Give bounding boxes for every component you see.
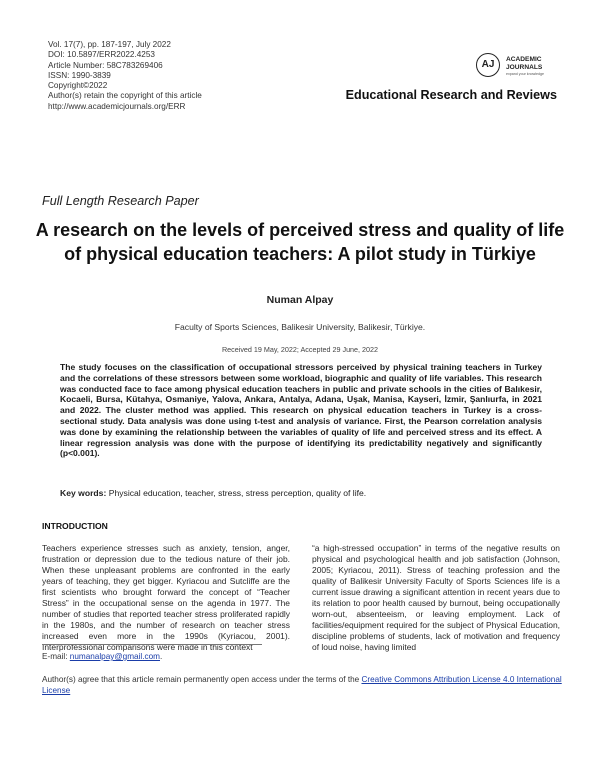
received-dates: Received 19 May, 2022; Accepted 29 June, 2022	[221, 345, 379, 354]
license-notice	[42, 674, 564, 696]
issn-line: ISSN: 1990-3839	[48, 70, 111, 80]
paper-title: A research on the levels of perceived stress and quality of life of physical education teachers: A pilot study in Türkiye	[35, 220, 565, 264]
email-link[interactable]: numanalpay@gmail.com	[69, 652, 160, 661]
academic-journals-logo	[476, 53, 566, 81]
rights-line: Author(s) retain the copyright of this article	[48, 91, 202, 101]
footnote-divider	[42, 644, 262, 645]
aj-logo-icon: AJ	[476, 53, 500, 77]
corresponding-email	[42, 652, 162, 661]
article-metadata	[48, 40, 202, 112]
doi-line: DOI: 10.5897/ERR2022.4253	[48, 50, 155, 60]
license-link[interactable]: Creative Commons Attribution License 4.0 International License	[42, 675, 562, 695]
email-end: .	[160, 652, 163, 661]
journal-name: Educational Research and Reviews	[345, 88, 557, 102]
keywords	[60, 488, 542, 498]
logo-line-1: ACADEMIC	[506, 56, 542, 63]
introduction-left-column: Teachers experience stresses such as anxiety, tension, anger, frustration or depression due to the tedious nature of their job. When these unpleasant problems are confronted in the early years of teaching, they get bigger. Kyriacou and Sutcliffe are the first scientists who brought forward the concept of “Teacher Stress” in the occupational sense on the agenda in 1977. The number of studies that reported teacher stress proliferated rapidly in the 1980s, and the number of research on teacher stress increased even more in the 1990s (Kyriacou, 2001). Interprofessional comparisons were made in this context	[42, 543, 290, 653]
introduction-heading: INTRODUCTION	[42, 521, 108, 531]
journal-url-line: http://www.academicjournals.org/ERR	[48, 101, 186, 111]
volume-line: Vol. 17(7), pp. 187-197, July 2022	[48, 40, 171, 49]
abstract: The study focuses on the classification of occupational stressors perceived by physical training teachers in Turkey and the correlations of these stressors between some workload, biographic and quality of life variables. This research was conducted face to face among physical education teachers in public and private schools in the cities of Balıkesir, Kocaeli, Bursa, Kütahya, Osmaniye, Yalova, Ankara, Antalya, Adana, Uşak, Manisa, Kayseri, İzmir, Şanlıurfa, in 2021 and 2022. The cluster method was applied. This research on physical education teachers in Turkey is a cross-sectional study. Data analysis was done using t-test and analysis of variance. First, the Pearson correlation analysis was done by examining the relationship between the variables of quality of life and perceived stress and its effect. A linear regression analysis was done with the purpose of identifying its predictability negatively and significantly (p<0.001).	[60, 362, 542, 459]
email-label: E-mail:	[42, 652, 68, 661]
keywords-label: Key words:	[60, 488, 107, 498]
keywords-text: Physical education, teacher, stress, stress perception, quality of life.	[108, 488, 367, 498]
logo-tagline: expand your knowledge	[506, 72, 544, 76]
author-name: Numan Alpay	[266, 294, 334, 306]
copyright-line: Copyright©2022	[48, 81, 108, 91]
license-text: Author(s) agree that this article remain permanently open access under the terms of the	[42, 675, 360, 684]
paper-type: Full Length Research Paper	[42, 194, 199, 208]
introduction-right-column: “a high-stressed occupation” in terms of the negative results on physical and psychological health and job satisfaction (Johnson, 2005; Kyriacou, 2011). Stress of teaching profession and the quality of Balikesir University Faculty of Sports Sciences life is a current issue drawing a significant attention in recent years due to its relation to poor health caused by burnout, being occupationally worn-out, absenteeism, or leaving employment. Lack of facilities/equipment required for the subject of Physical Education, discipline problems of students, lack of motivation and frequency of loud noise, having limited	[312, 543, 560, 653]
logo-line-2: JOURNALS	[506, 63, 543, 71]
author-affiliation: Faculty of Sports Sciences, Balikesir University, Balikesir, Türkiye.	[174, 322, 426, 332]
logo-wordmark	[506, 56, 542, 71]
article-number-line: Article Number: 58C783269406	[48, 60, 163, 70]
